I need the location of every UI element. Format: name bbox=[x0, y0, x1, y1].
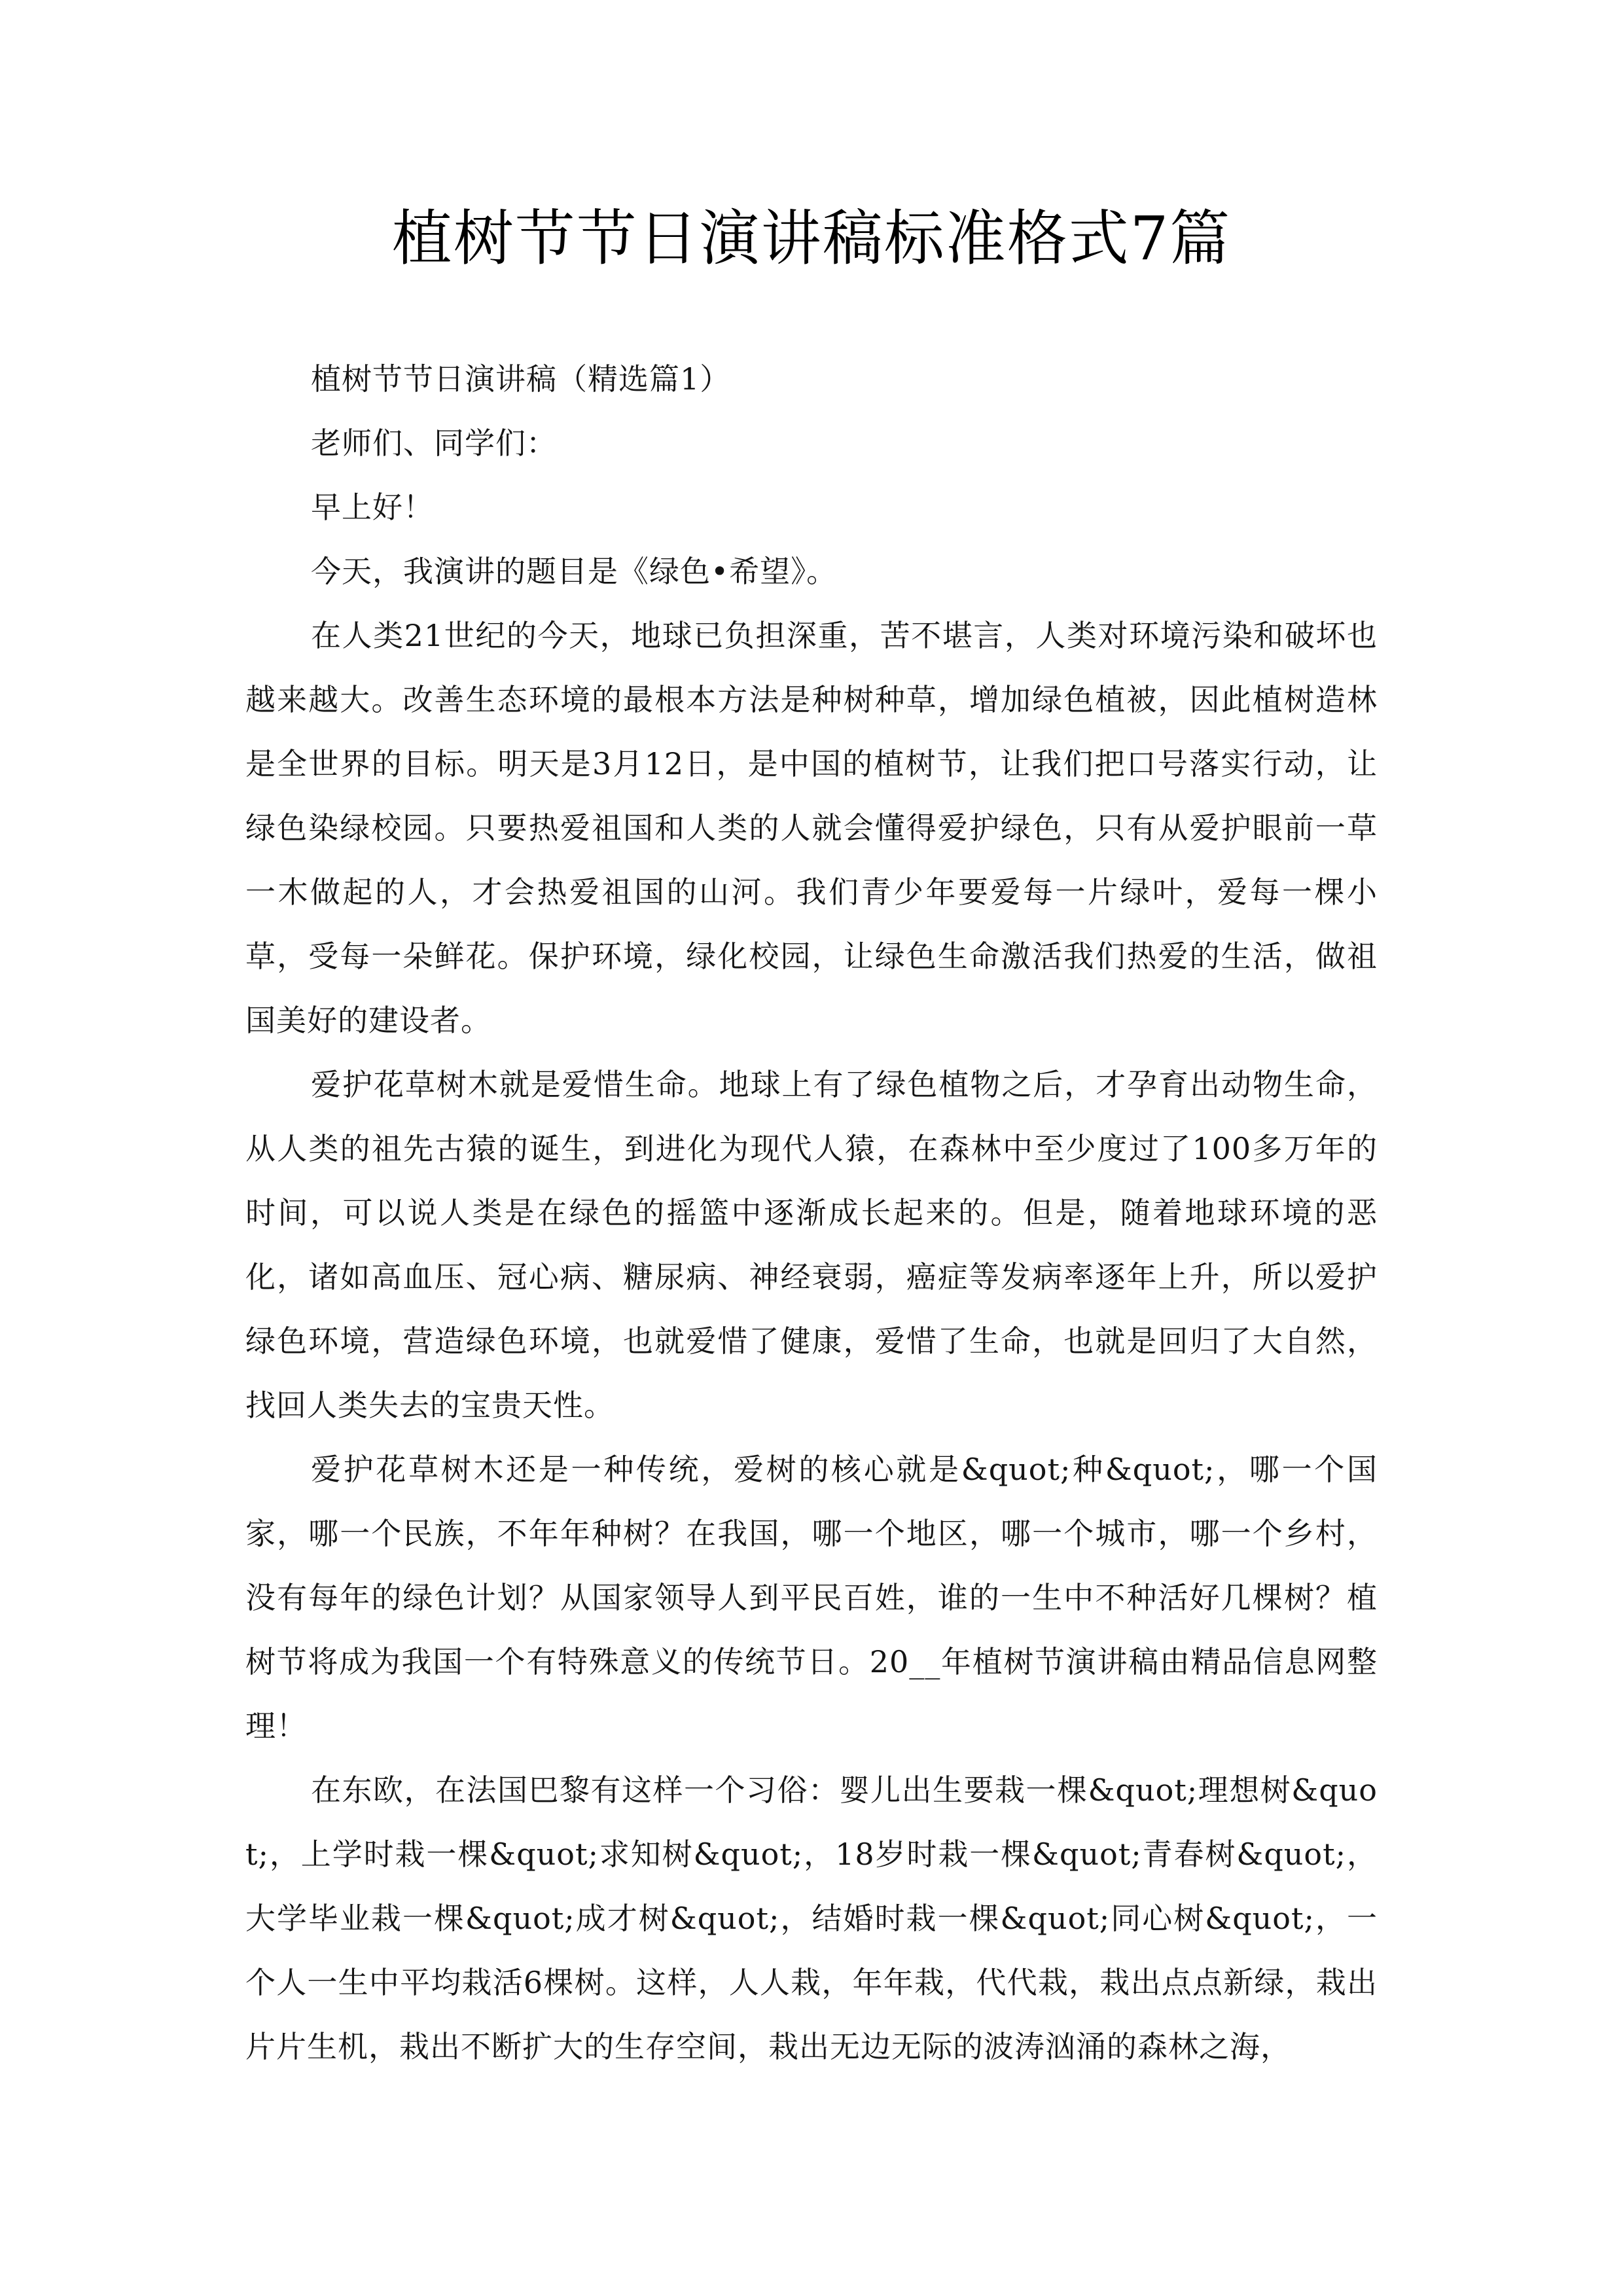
body-paragraph: 在人类21世纪的今天，地球已负担深重，苦不堪言，人类对环境污染和破坏也越来越大。改善生态环境的最根本方法是种树种草，增加绿色植被，因此植树造林是全世界的目标。明天是3月12日，是中国的植树节，让我们把口号落实行动，让绿色染绿校园。只要热爱祖国和人类的人就会懂得爱护绿色，只有从爱护眼前一草一木做起的人，才会热爱祖国的山河。我们青少年要爱每一片绿叶，爱每一棵小草，受每一朵鲜花。保护环境，绿化校园，让绿色生命激活我们热爱的生活，做祖国美好的建设者。 bbox=[245, 618, 1378, 1038]
greeting: 早上好！ bbox=[311, 490, 434, 525]
body-paragraph: 爱护花草树木就是爱惜生命。地球上有了绿色植物之后，才孕育出动物生命，从人类的祖先古猿的诞生，到进化为现代人猿，在森林中至少度过了100多万年的时间，可以说人类是在绿色的摇篮中逐渐成长起来的。但是，随着地球环境的恶化，诸如高血压、冠心病、糖尿病、神经衰弱，癌症等发病率逐年上升，所以爱护绿色环境，营造绿色环境，也就爱惜了健康，爱惜了生命，也就是回归了大自然，找回人类失去的宝贵天性。 bbox=[245, 1067, 1378, 1423]
body-paragraph: 在东欧，在法国巴黎有这样一个习俗：婴儿出生要栽一棵&quot;理想树&quot;，上学时栽一棵&quot;求知树&quot;，18岁时栽一棵&quot;青春树&quot;，大学毕业栽一棵&quot;成才树&quot;，结婚时栽一棵&quot;同心树&quot;，一个人一生中平均栽活6棵树。这样，人人栽，年年栽，代代栽，栽出点点新绿，栽出片片生机，栽出不断扩大的生存空间，栽出无边无际的波涛汹涌的森林之海， bbox=[245, 1772, 1378, 2064]
speech-topic: 今天，我演讲的题目是《绿色•希望》。 bbox=[311, 554, 838, 589]
document-title: 植树节节日演讲稿标准格式7篇 bbox=[391, 204, 1232, 274]
section-heading: 植树节节日演讲稿（精选篇1） bbox=[311, 361, 731, 397]
document-body bbox=[245, 347, 1378, 2079]
body-paragraph: 爱护花草树木还是一种传统，爱树的核心就是&quot;种&quot;，哪一个国家，哪一个民族，不年年种树？在我国，哪一个地区，哪一个城市，哪一个乡村，没有每年的绿色计划？从国家领导人到平民百姓，谁的一生中不种活好几棵树？植树节将成为我国一个有特殊意义的传统节日。20__年植树节演讲稿由精品信息网整理！ bbox=[245, 1452, 1378, 1744]
salutation: 老师们、同学们： bbox=[311, 425, 557, 461]
